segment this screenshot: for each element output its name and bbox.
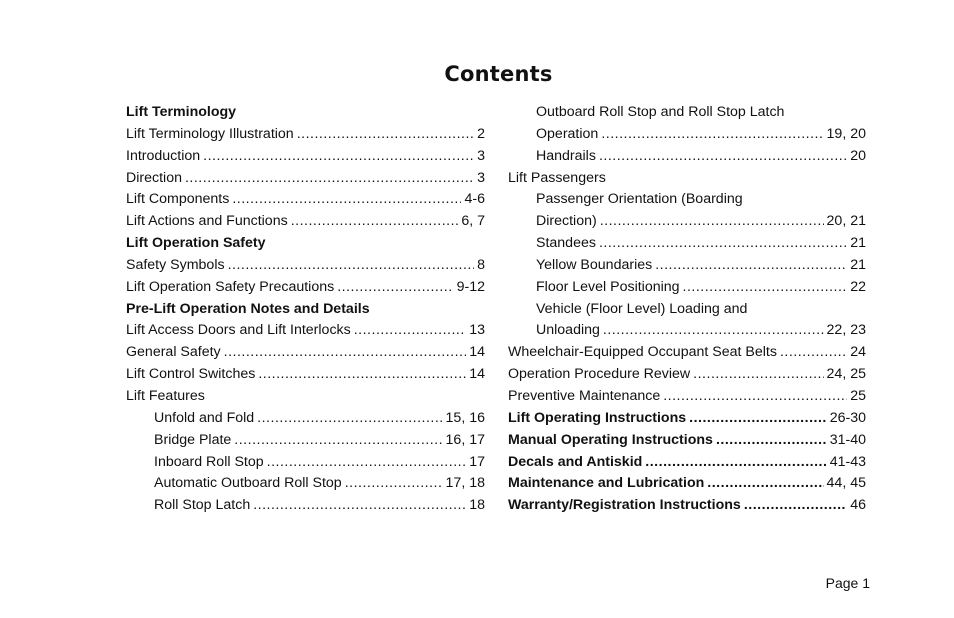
toc-entry-title: Lift Features xyxy=(126,387,205,404)
toc-entry-title: Maintenance and Lubrication xyxy=(508,475,705,492)
toc-section-heading xyxy=(126,299,485,321)
toc-entry xyxy=(126,386,485,408)
toc-entry xyxy=(126,495,485,517)
toc-entry xyxy=(508,320,866,342)
toc-entry-title: Lift Terminology Illustration xyxy=(126,125,294,142)
toc-entry-title: Direction) xyxy=(536,213,597,230)
toc-dot-leader xyxy=(716,430,827,452)
toc-page-number: 14 xyxy=(469,344,485,361)
toc-entry-title: Standees xyxy=(536,235,596,252)
toc-entry xyxy=(126,473,485,495)
toc-dot-leader xyxy=(337,277,453,299)
toc-page-number: 21 xyxy=(850,235,866,252)
toc-page-number: 24, 25 xyxy=(826,366,866,383)
toc-page-number: 3 xyxy=(477,169,485,186)
toc-entry xyxy=(508,211,866,233)
toc-entry-title: Handrails xyxy=(536,147,596,164)
toc-page-number: 3 xyxy=(477,147,485,164)
toc-page-number: 26-30 xyxy=(829,409,866,426)
toc-page-number: 31-40 xyxy=(829,431,866,448)
toc-page-number: 25 xyxy=(850,387,866,404)
toc-page-number: 13 xyxy=(469,322,485,339)
toc-entry-title: Preventive Maintenance xyxy=(508,387,661,404)
toc-dot-leader xyxy=(601,124,823,146)
toc-page-number: 20, 21 xyxy=(826,213,866,230)
toc-entry xyxy=(508,408,866,430)
toc-entry xyxy=(508,277,866,299)
toc-entry-title: Wheelchair-Equipped Occupant Seat Belts xyxy=(508,344,777,361)
toc-entry xyxy=(508,102,866,124)
toc-entry-title: Floor Level Positioning xyxy=(536,278,680,295)
toc-dot-leader xyxy=(599,233,847,255)
toc-entry-title: Lift Terminology xyxy=(126,104,237,120)
toc-entry xyxy=(508,452,866,474)
toc-entry-title: Unfold and Fold xyxy=(154,409,255,426)
toc-dot-leader xyxy=(683,277,848,299)
toc-entry xyxy=(508,255,866,277)
toc-entry-title: Lift Actions and Functions xyxy=(126,213,288,230)
toc-entry xyxy=(508,168,866,190)
toc-entry xyxy=(126,342,485,364)
toc-entry xyxy=(126,211,485,233)
toc-dot-leader xyxy=(185,168,474,190)
toc-entry xyxy=(126,255,485,277)
toc-page-number: 17 xyxy=(469,453,485,470)
toc-dot-leader xyxy=(297,124,474,146)
toc-entry-title: Yellow Boundaries xyxy=(536,256,653,273)
toc-page-number: 44, 45 xyxy=(826,475,866,492)
toc-page-number: 22 xyxy=(850,278,866,295)
toc-dot-leader xyxy=(744,495,847,517)
toc-entry-title: Pre-Lift Operation Notes and Details xyxy=(126,300,370,317)
toc-entry-title: Direction xyxy=(126,169,182,186)
toc-page-number: 16, 17 xyxy=(445,431,485,448)
toc-entry-title: Inboard Roll Stop xyxy=(154,453,264,470)
toc-page-number: 15, 16 xyxy=(445,409,485,426)
toc-entry-title: Lift Operating Instructions xyxy=(508,409,687,426)
toc-entry xyxy=(126,430,485,452)
toc-page-number: 9-12 xyxy=(456,278,485,295)
toc-dot-leader xyxy=(689,408,827,430)
toc-entry xyxy=(508,342,866,364)
toc-entry-title: Lift Access Doors and Lift Interlocks xyxy=(126,322,351,339)
toc-entry-title: Operation xyxy=(536,125,599,142)
toc-entry-title: Warranty/Registration Instructions xyxy=(508,497,741,514)
toc-entry-title: Lift Operation Safety xyxy=(126,235,266,252)
toc-entry-title: Bridge Plate xyxy=(154,431,232,448)
toc-entry xyxy=(508,124,866,146)
toc-entry xyxy=(126,408,485,430)
toc-entry-title: Introduction xyxy=(126,147,201,164)
toc-entry-title: Roll Stop Latch xyxy=(154,497,251,514)
page-number: Page 1 xyxy=(825,575,870,591)
toc-page-number: 17, 18 xyxy=(445,475,485,492)
toc-entry xyxy=(126,168,485,190)
toc-right-column xyxy=(508,102,866,517)
toc-dot-leader xyxy=(600,211,824,233)
toc-dot-leader xyxy=(663,386,847,408)
toc-page-number: 18 xyxy=(469,497,485,514)
toc-page-number: 41-43 xyxy=(829,453,866,470)
toc-dot-leader xyxy=(345,473,443,495)
toc-dot-leader xyxy=(228,255,475,277)
toc-entry xyxy=(126,189,485,211)
toc-entry xyxy=(126,320,485,342)
toc-entry xyxy=(508,495,866,517)
toc-entry xyxy=(508,473,866,495)
toc-entry xyxy=(126,124,485,146)
toc-dot-leader xyxy=(257,408,442,430)
toc-entry-title: Unloading xyxy=(536,322,600,339)
toc-left-column xyxy=(126,102,485,517)
toc-entry-title: Decals and Antiskid xyxy=(508,453,643,470)
toc-page-number: 24 xyxy=(850,344,866,361)
toc-entry xyxy=(508,146,866,168)
toc-section-heading xyxy=(126,233,485,255)
toc-entry-title: Automatic Outboard Roll Stop xyxy=(154,475,342,492)
toc-page-number: 19, 20 xyxy=(826,125,866,142)
toc-dot-leader xyxy=(291,211,459,233)
toc-page-number: 46 xyxy=(850,497,866,514)
toc-page-number: 22, 23 xyxy=(826,322,866,339)
toc-entry-title: Passenger Orientation (Boarding xyxy=(536,191,743,208)
toc-entry xyxy=(126,146,485,168)
toc-entry-title: Manual Operating Instructions xyxy=(508,431,713,448)
toc-page-number: 2 xyxy=(477,125,485,142)
toc-dot-leader xyxy=(253,495,466,517)
toc-dot-leader xyxy=(603,320,824,342)
toc-dot-leader xyxy=(224,342,467,364)
toc-entry xyxy=(126,277,485,299)
toc-page-number: 4-6 xyxy=(464,191,485,208)
toc-entry xyxy=(508,430,866,452)
toc-entry xyxy=(508,233,866,255)
toc-entry-title: Lift Passengers xyxy=(508,169,606,186)
toc-entry xyxy=(508,299,866,321)
toc-page-number: 6, 7 xyxy=(461,213,485,230)
toc-dot-leader xyxy=(232,189,461,211)
toc-entry-title: Lift Operation Safety Precautions xyxy=(126,278,335,295)
toc-dot-leader xyxy=(203,146,474,168)
toc-page-number: 21 xyxy=(850,256,866,273)
toc-dot-leader xyxy=(645,452,826,474)
toc-entry-title: Lift Components xyxy=(126,191,230,208)
toc-entry xyxy=(508,386,866,408)
page-title: Contents xyxy=(444,62,553,86)
toc-entry xyxy=(508,189,866,211)
toc-dot-leader xyxy=(354,320,466,342)
toc-entry-title: General Safety xyxy=(126,344,221,361)
toc-dot-leader xyxy=(258,364,466,386)
toc-dot-leader xyxy=(707,473,823,495)
toc-page-number: 20 xyxy=(850,147,866,164)
toc-page-number: 14 xyxy=(469,366,485,383)
toc-section-heading xyxy=(126,102,485,124)
toc-entry xyxy=(126,452,485,474)
toc-dot-leader xyxy=(267,452,467,474)
toc-dot-leader xyxy=(780,342,847,364)
toc-page-number: 8 xyxy=(477,256,485,273)
toc-dot-leader xyxy=(599,146,847,168)
toc-entry xyxy=(126,364,485,386)
toc-dot-leader xyxy=(234,430,442,452)
toc-dot-leader xyxy=(655,255,847,277)
toc-entry-title: Outboard Roll Stop and Roll Stop Latch xyxy=(536,104,785,120)
toc-entry-title: Operation Procedure Review xyxy=(508,366,691,383)
toc-entry-title: Safety Symbols xyxy=(126,256,225,273)
toc-dot-leader xyxy=(693,364,823,386)
toc-entry xyxy=(508,364,866,386)
toc-entry-title: Lift Control Switches xyxy=(126,366,256,383)
toc-entry-title: Vehicle (Floor Level) Loading and xyxy=(536,300,748,317)
